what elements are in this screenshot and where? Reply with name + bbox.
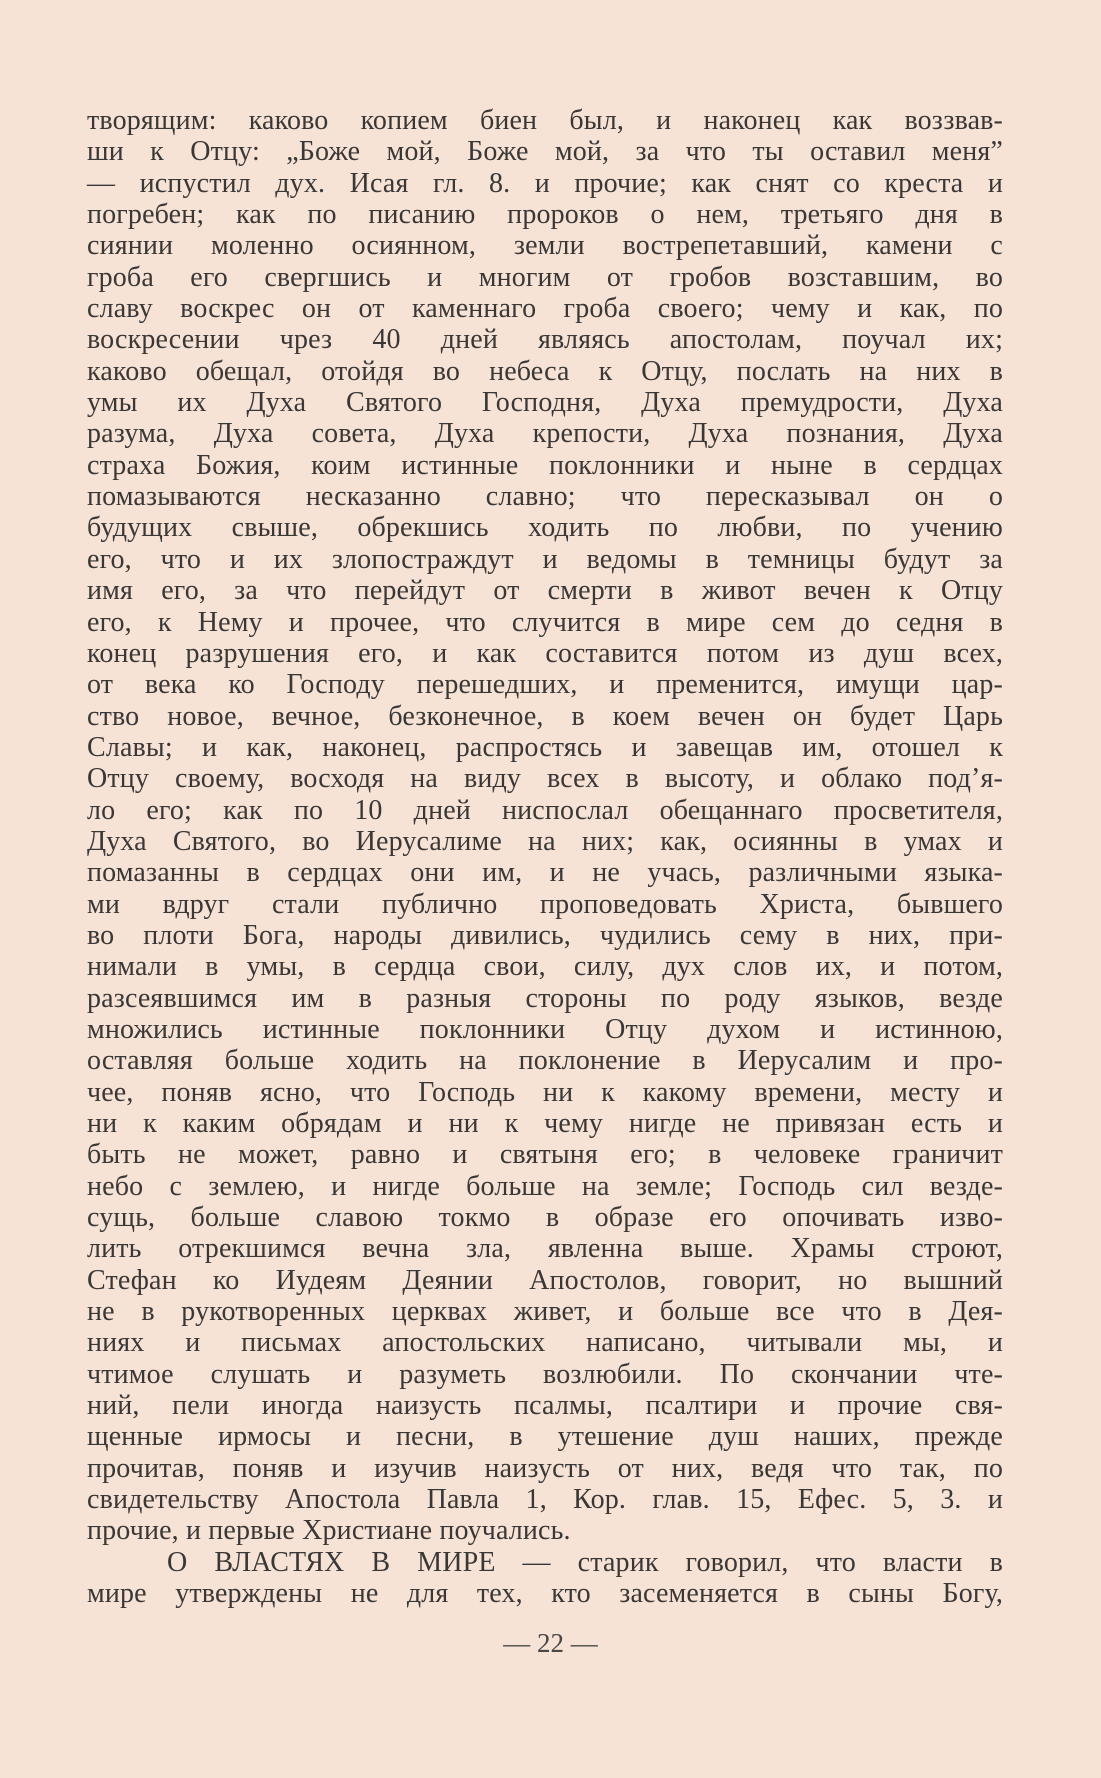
text-line: страха Божия, коим истинные поклонники и ныне в сердцах [87,449,1003,481]
text-line: — испустил дух. Исая гл. 8. и прочие; как снят со креста и [87,167,1003,199]
text-line: ниях и письмах апостольских написано, читывали мы, и [87,1327,1003,1359]
text-line: быть не может, равно и святыня его; в человеке граничит [87,1139,1003,1171]
text-line: множились истинные поклонники Отцу духом и истинною, [87,1013,1003,1045]
text-line: имя его, за что перейдут от смерти в живот вечен к Отцу [87,575,1003,607]
text-line: не в рукотворенных церквах живет, и больше все что в Дея- [87,1296,1003,1328]
page-number: — 22 — [503,1628,598,1658]
text-line: умы их Духа Святого Господня, Духа премудрости, Духа [87,387,1003,419]
text-line: ство новое, вечное, безконечное, в коем вечен он будет Царь [87,700,1003,732]
text-line: во плоти Бога, народы дивились, чудились сему в них, при- [87,919,1003,951]
text-line: ний, пели иногда наизусть псалмы, псалтири и прочие свя- [87,1390,1003,1422]
text-line: сущь, больше славою токмо в образе его опочивать изво- [87,1202,1003,1234]
section-heading-line: О ВЛАСТЯХ В МИРЕ — старик говорил, что власти в [167,1546,1003,1578]
text-line: нимали в умы, в сердца свои, силу, дух слов их, и потом, [87,951,1003,983]
text-line: ши к Отцу: „Боже мой, Боже мой, за что ты оставил меня” [87,136,1003,168]
text-line: разсеявшимся им в разныя стороны по роду языков, везде [87,982,1003,1014]
text-line: Славы; и как, наконец, распростясь и завещав им, отошел к [87,731,1003,763]
text-line: славу воскрес он от каменнаго гроба своего; чему и как, по [87,293,1003,325]
text-line: небо с землею, и нигде больше на земле; Господь сил везде- [87,1170,1003,1202]
text-line: щенные ирмосы и песни, в утешение душ наших, прежде [87,1421,1003,1453]
text-line: помазанны в сердцах они им, и не учась, различными языка- [87,857,1003,889]
text-line: его, к Нему и прочее, что случится в мире сем до седня в [87,606,1003,638]
text-line: творящим: каково копием биен был, и наконец как воззвав- [87,105,1003,136]
text-line: погребен; как по писанию пророков о нем, третьяго дня в [87,199,1003,231]
text-line: прочитав, поняв и изучив наизусть от них, ведя что так, по [87,1452,1003,1484]
text-line: конец разрушения его, и как составится потом из душ всех, [87,637,1003,669]
text-line: ло его; как по 10 дней ниспослал обещаннаго просветителя, [87,794,1003,826]
text-line: свидетельству Апостола Павла 1, Кор. глав. 15, Ефес. 5, 3. и [87,1484,1003,1516]
body-text [87,105,1003,1610]
text-line: ми вдруг стали публично проповедовать Христа, бывшего [87,888,1003,920]
text-line: оставляя больше ходить на поклонение в Иерусалим и про- [87,1045,1003,1077]
text-line: будущих свыше, обрекшись ходить по любви, по учению [87,512,1003,544]
text-line: прочие, и первые Христиане поучались. [87,1515,571,1547]
text-line: помазываются несказанно славно; что пересказывал он о [87,481,1003,513]
text-line: сиянии моленно осиянном, земли вострепетавший, камени с [87,230,1003,262]
text-line: Стефан ко Иудеям Деянии Апостолов, говорит, но вышний [87,1264,1003,1296]
text-line: Отцу своему, восходя на виду всех в высоту, и облако под’я- [87,763,1003,795]
text-line: чее, поняв ясно, что Господь ни к какому времени, месту и [87,1076,1003,1108]
text-line: мире утверждены не для тех, кто засеменяется в сыны Богу, [87,1578,1003,1610]
text-line: каково обещал, отойдя во небеса к Отцу, послать на них в [87,355,1003,387]
text-line: Духа Святого, во Иерусалиме на них; как, осиянны в умах и [87,825,1003,857]
text-line: чтимое слушать и разуметь возлюбили. По скончании чте- [87,1358,1003,1390]
text-line: разума, Духа совета, Духа крепости, Духа познания, Духа [87,418,1003,450]
text-line: гроба его свергшись и многим от гробов возставшим, во [87,261,1003,293]
text-line: его, что и их злопостраждут и ведомы в темницы будут за [87,543,1003,575]
text-line: воскресении чрез 40 дней являясь апостолам, поучал их; [87,324,1003,356]
text-line: лить отрекшимся вечна зла, явленна выше. Храмы строют, [87,1233,1003,1265]
text-line: от века ко Господу перешедших, и пременится, имущи цар- [87,669,1003,701]
text-line: ни к каким обрядам и ни к чему нигде не привязан есть и [87,1108,1003,1139]
